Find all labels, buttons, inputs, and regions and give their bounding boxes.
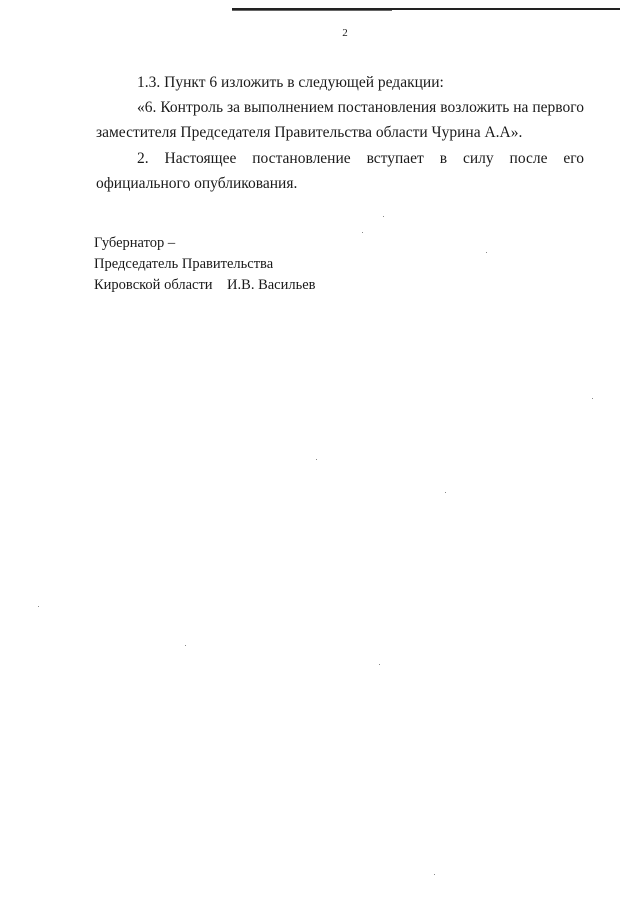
signature-org-and-name [94,275,316,296]
signature-org: Кировской области [94,277,213,293]
paragraph-entry-into-force: 2. Настоящее постановление вступает в силу после его официального опубликования. [96,150,584,192]
scan-speck [383,216,384,217]
scan-speck [38,606,39,607]
paragraph-control-clause: «6. Контроль за выполнением постановления возложить на первого заместителя Председателя Правительства области Чурина А.А». [96,99,584,141]
scan-speck [316,459,317,460]
signature-block [94,233,316,296]
scan-speck [486,252,487,253]
scan-speck [362,232,363,233]
scan-speck [379,664,380,665]
scan-speck [185,645,186,646]
scan-speck [434,874,435,875]
paragraph-item-1-3: 1.3. Пункт 6 изложить в следующей редакции: [137,74,444,91]
signature-title-chairman: Председатель Правительства [94,256,274,272]
signature-title-governor: Губернатор – [94,235,176,251]
scan-speck [592,398,593,399]
scan-edge-line-thin [232,10,392,11]
page-number: 2 [342,27,348,39]
signature-name: И.В. Васильев [227,277,316,293]
scan-speck [445,492,446,493]
